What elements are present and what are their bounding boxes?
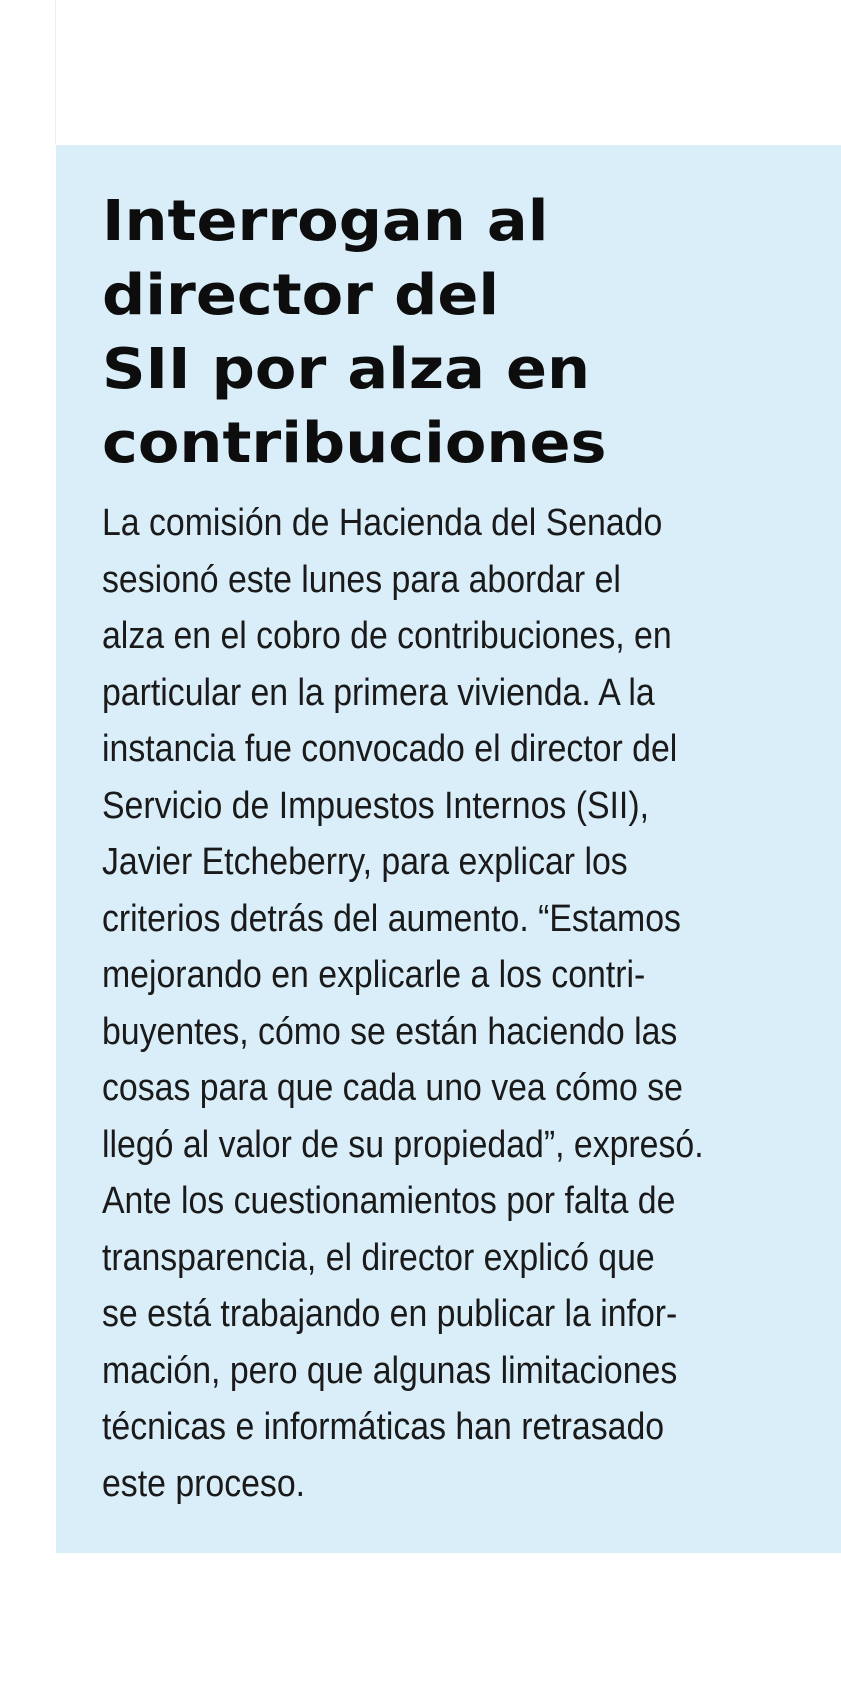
headline [102, 185, 841, 481]
body-line: Javier Etcheberry, para explicar los [102, 841, 628, 883]
article-body [102, 495, 728, 1512]
news-brief-box [56, 145, 841, 1553]
body-line: técnicas e informáticas han retrasado [102, 1406, 665, 1448]
body-line: se está trabajando en publicar la infor- [102, 1293, 678, 1335]
body-line: La comisión de Hacienda del Senado [102, 502, 663, 544]
body-line: criterios detrás del aumento. “Estamos [102, 897, 681, 940]
body-line: Servicio de Impuestos Internos (SII), [102, 784, 649, 827]
body-line: mación, pero que algunas limitaciones [102, 1349, 678, 1392]
body-line: instancia fue convocado el director del [102, 728, 678, 770]
body-line: mejorando en explicarle a los contri- [102, 954, 646, 996]
body-line: buyentes, cómo se están haciendo las [102, 1010, 678, 1053]
page-edge-line [55, 0, 56, 145]
body-line: cosas para que cada uno vea cómo se [102, 1067, 683, 1109]
body-line: alza en el cobro de contribuciones, en [102, 615, 672, 657]
headline-line: SII por alza en [102, 337, 591, 402]
headline-line: director del [102, 263, 500, 328]
body-line: Ante los cuestionamientos por falta de [102, 1180, 676, 1222]
headline-line: contribuciones [102, 411, 607, 476]
body-line: este proceso. [102, 1462, 306, 1505]
headline-line: Interrogan al [102, 189, 549, 254]
body-line: sesionó este lunes para abordar el [102, 558, 621, 601]
body-line: particular en la primera vivienda. A la [102, 671, 655, 714]
body-line: llegó al valor de su propiedad”, expresó. [102, 1123, 704, 1166]
body-line: transparencia, el director explicó que [102, 1236, 655, 1279]
